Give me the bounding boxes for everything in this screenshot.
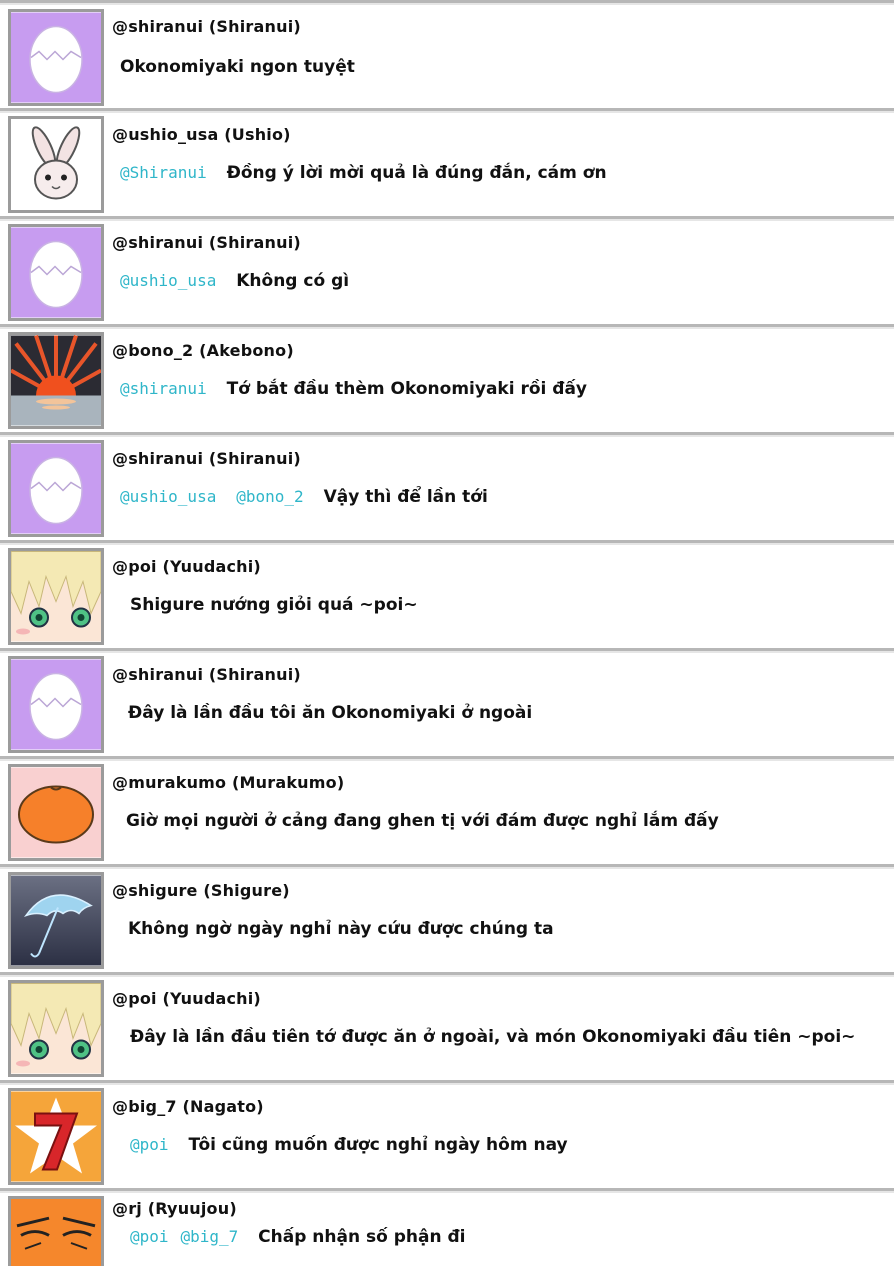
angry-face-avatar-icon[interactable]	[8, 1196, 104, 1266]
mention-link[interactable]: @big_7	[180, 1227, 239, 1246]
orange-avatar-icon[interactable]	[8, 764, 104, 861]
chat-post	[0, 864, 894, 972]
mention-link[interactable]: @Shiranui	[120, 163, 207, 182]
post-text: Không ngờ ngày nghỉ này cứu được chúng ta	[128, 919, 554, 939]
post-handle[interactable]: @shiranui (Shiranui)	[112, 17, 301, 36]
mention-link[interactable]: @ushio_usa	[120, 271, 217, 290]
post-text: Đồng ý lời mời quả là đúng đắn, cám ơn	[226, 163, 607, 183]
post-text: Không có gì	[236, 271, 350, 291]
chat-post	[0, 648, 894, 756]
post-handle[interactable]: @rj (Ryuujou)	[112, 1199, 237, 1218]
chat-post	[0, 108, 894, 216]
post-handle[interactable]: @poi (Yuudachi)	[112, 989, 261, 1008]
chat-post	[0, 324, 894, 432]
post-handle[interactable]: @poi (Yuudachi)	[112, 557, 261, 576]
mention-link[interactable]: @poi	[130, 1227, 169, 1246]
mention-link[interactable]: @ushio_usa	[120, 487, 217, 506]
mention-link[interactable]: @shiranui	[120, 379, 207, 398]
egg-avatar-icon[interactable]	[8, 440, 104, 537]
egg-avatar-icon[interactable]	[8, 656, 104, 753]
post-handle[interactable]: @shiranui (Shiranui)	[112, 449, 301, 468]
post-text: Chấp nhận số phận đi	[258, 1227, 466, 1247]
post-text: Okonomiyaki ngon tuyệt	[120, 57, 355, 77]
sunrise-avatar-icon[interactable]	[8, 332, 104, 429]
post-handle[interactable]: @shiranui (Shiranui)	[112, 233, 301, 252]
number-seven-avatar-icon[interactable]	[8, 1088, 104, 1185]
chat-post	[0, 1188, 894, 1250]
chat-post	[0, 0, 894, 108]
mention-link[interactable]: @bono_2	[236, 487, 304, 506]
post-text: Đây là lần đầu tiên tớ được ăn ở ngoài, và món Okonomiyaki đầu tiên ~poi~	[130, 1027, 856, 1047]
anime-girl-avatar-icon[interactable]	[8, 548, 104, 645]
post-text: Tớ bắt đầu thèm Okonomiyaki rồi đấy	[226, 379, 587, 399]
umbrella-avatar-icon[interactable]	[8, 872, 104, 969]
post-text: Tôi cũng muốn được nghỉ ngày hôm nay	[188, 1135, 568, 1155]
post-text: Giờ mọi người ở cảng đang ghen tị với đám được nghỉ lắm đấy	[126, 811, 719, 831]
post-text: Đây là lần đầu tôi ăn Okonomiyaki ở ngoài	[128, 703, 533, 723]
post-text: Vậy thì để lần tới	[323, 487, 488, 507]
mention-link[interactable]: @poi	[130, 1135, 169, 1154]
post-text: Shigure nướng giỏi quá ~poi~	[130, 595, 418, 615]
rabbit-avatar-icon[interactable]	[8, 116, 104, 213]
post-handle[interactable]: @murakumo (Murakumo)	[112, 773, 345, 792]
post-handle[interactable]: @bono_2 (Akebono)	[112, 341, 294, 360]
post-handle[interactable]: @shiranui (Shiranui)	[112, 665, 301, 684]
chat-post	[0, 216, 894, 324]
chat-post	[0, 432, 894, 540]
post-handle[interactable]: @big_7 (Nagato)	[112, 1097, 264, 1116]
anime-girl-avatar-icon[interactable]	[8, 980, 104, 1077]
post-handle[interactable]: @shigure (Shigure)	[112, 881, 290, 900]
post-handle[interactable]: @ushio_usa (Ushio)	[112, 125, 291, 144]
chat-post	[0, 540, 894, 648]
egg-avatar-icon[interactable]	[8, 9, 104, 106]
chat-post	[0, 972, 894, 1080]
egg-avatar-icon[interactable]	[8, 224, 104, 321]
chat-post	[0, 756, 894, 864]
chat-post	[0, 1080, 894, 1188]
